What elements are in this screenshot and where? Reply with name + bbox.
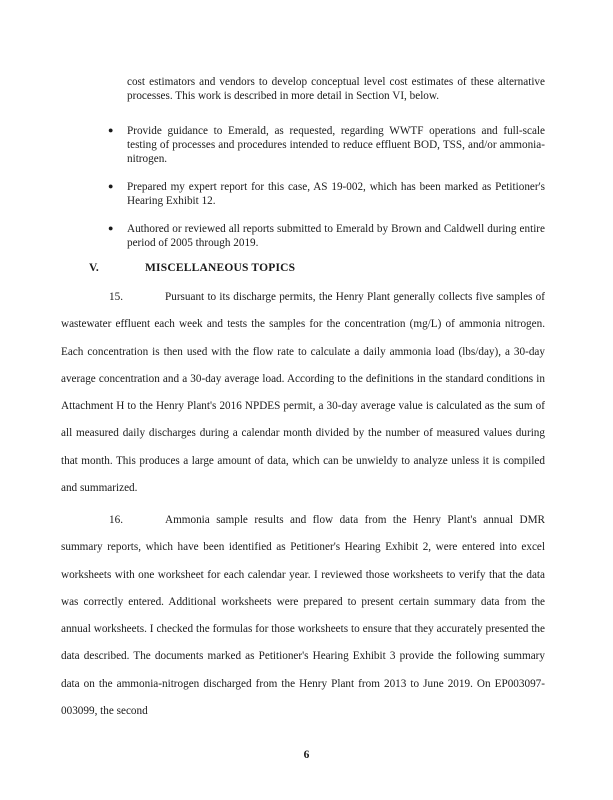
section-number: V. [89, 262, 99, 274]
paragraph-text: Pursuant to its discharge permits, the Henry Plant generally collects five samples of wastewater effluent each week and tests the samples for the concentration (mg/L) of ammonia nitrogen. Each concentration is then used with the flow rate to calculate a daily ammonia load (lbs/day), a 30-day average concentration and a 30-day average load. According to the definitions in the standard conditions in Attachment H to the Henry Plant's 2016 NPDES permit, a 30-day average value is calculated as the sum of all measured daily discharges during a calendar month divided by the number of measured values during that month. This produces a large amount of data, which can be unwieldy to analyze unless it is compiled and summarized. [61, 291, 545, 495]
paragraph-text: Ammonia sample results and flow data from the Henry Plant's annual DMR summary reports, which have been identified as Petitioner's Hearing Exhibit 2, were entered into excel worksheets with one worksheet for each calendar year. I reviewed those worksheets to verify that the data was correctly entered. Additional worksheets were prepared to present certain summary data from the annual worksheets. I checked the formulas for those worksheets to ensure that they accurately presented the data described. The documents marked as Petitioner's Hearing Exhibit 3 provide the following summary data on the ammonia-nitrogen discharged from the Henry Plant from 2013 to June 2019. On EP003097-003099, the second [61, 514, 545, 718]
continuation-text: cost estimators and vendors to develop conceptual level cost estimates of these alternative processes. This work is described in more detail in Section VI, below. [127, 76, 545, 102]
bullet-item [108, 222, 545, 250]
bullet-text: Authored or reviewed all reports submitted to Emerald by Brown and Caldwell during entire period of 2005 through 2019. [127, 223, 545, 249]
paragraph [61, 507, 545, 725]
paragraph [61, 284, 545, 502]
bullet-item [108, 180, 545, 208]
bullet-item [108, 124, 545, 166]
bullet-text: Prepared my expert report for this case, AS 19-002, which has been marked as Petitioner's Hearing Exhibit 12. [127, 181, 545, 207]
paragraph-number: 15. [109, 291, 123, 303]
section-title: MISCELLANEOUS TOPICS [145, 262, 296, 274]
bullet-icon: ● [108, 181, 114, 191]
page-number: 6 [303, 749, 310, 761]
paragraph-number: 16. [109, 514, 123, 526]
bullet-icon: ● [108, 125, 114, 135]
bullet-text: Provide guidance to Emerald, as requested, regarding WWTF operations and full-scale testing of processes and procedures intended to reduce effluent BOD, TSS, and/or ammonia-nitrogen. [127, 125, 545, 165]
bullet-icon: ● [108, 223, 114, 233]
